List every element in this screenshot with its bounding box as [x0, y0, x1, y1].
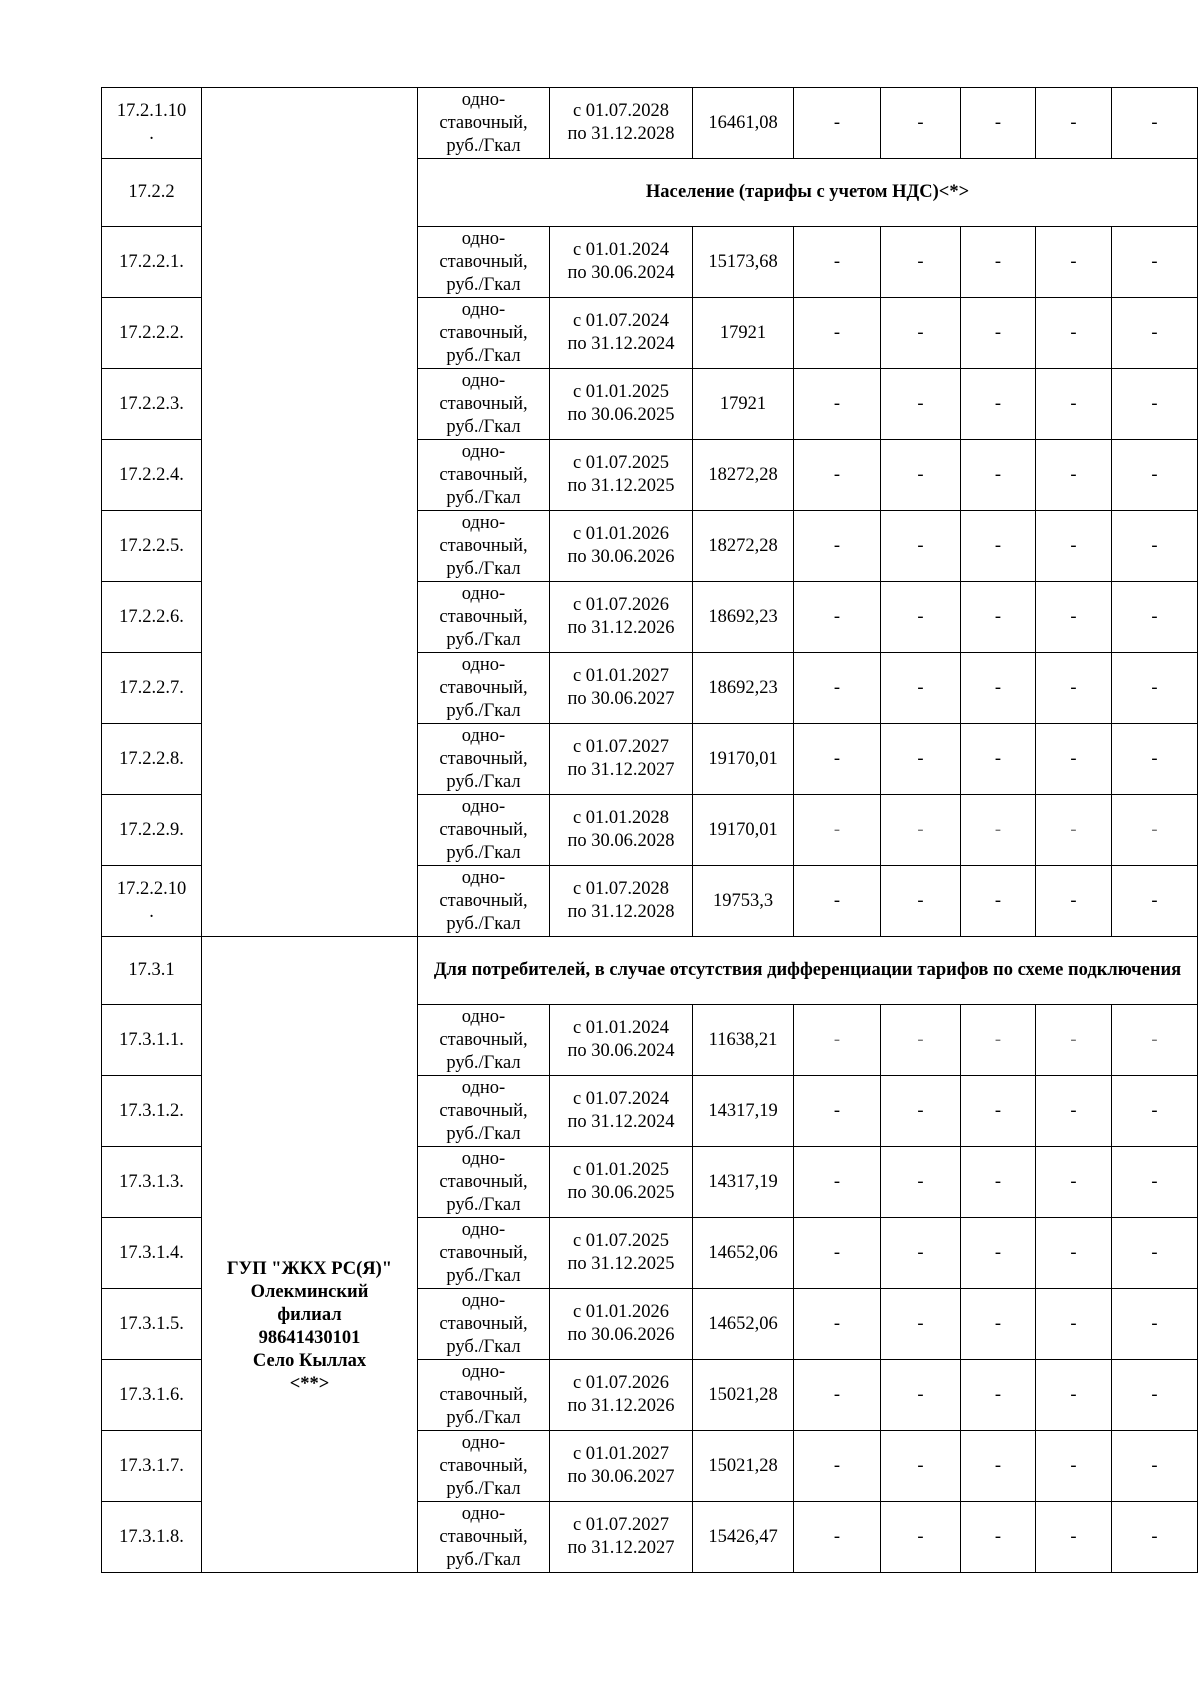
empty-value: -	[1112, 227, 1198, 298]
empty-value: -	[794, 369, 881, 440]
rate-period: с 01.07.2026 по 31.12.2026	[550, 1360, 693, 1431]
row-code: 17.2.2.4.	[102, 440, 202, 511]
rate-unit: одно- ставочный, руб./Гкал	[418, 1431, 550, 1502]
rate-period: с 01.07.2027 по 31.12.2027	[550, 724, 693, 795]
rate-unit: одно- ставочный, руб./Гкал	[418, 866, 550, 937]
empty-value: -	[961, 795, 1036, 866]
rate-unit: одно- ставочный, руб./Гкал	[418, 1360, 550, 1431]
empty-value: -	[1036, 724, 1112, 795]
empty-value: -	[794, 1289, 881, 1360]
empty-value: -	[961, 1218, 1036, 1289]
tariff-value: 19753,3	[693, 866, 794, 937]
rate-unit: одно- ставочный, руб./Гкал	[418, 1502, 550, 1573]
rate-unit: одно- ставочный, руб./Гкал	[418, 1147, 550, 1218]
empty-value: -	[1112, 1360, 1198, 1431]
empty-value: -	[961, 1360, 1036, 1431]
tariff-value: 14652,06	[693, 1218, 794, 1289]
empty-value: -	[1112, 795, 1198, 866]
empty-value: -	[961, 1147, 1036, 1218]
empty-value: -	[794, 1502, 881, 1573]
rate-period: с 01.01.2025 по 30.06.2025	[550, 1147, 693, 1218]
rate-unit: одно- ставочный, руб./Гкал	[418, 795, 550, 866]
row-code: 17.2.2.3.	[102, 369, 202, 440]
section-row	[102, 937, 1198, 1005]
empty-value: -	[881, 1289, 961, 1360]
empty-value: -	[961, 227, 1036, 298]
empty-value: -	[1112, 298, 1198, 369]
empty-value: -	[881, 1502, 961, 1573]
empty-value: -	[1112, 511, 1198, 582]
empty-value: -	[961, 653, 1036, 724]
row-code: 17.3.1.5.	[102, 1289, 202, 1360]
empty-value: -	[881, 1431, 961, 1502]
empty-value: -	[1112, 1289, 1198, 1360]
empty-value: -	[1036, 653, 1112, 724]
empty-value: -	[794, 724, 881, 795]
empty-value: -	[794, 511, 881, 582]
row-code: 17.3.1.4.	[102, 1218, 202, 1289]
tariff-value: 17921	[693, 298, 794, 369]
tariff-value: 14652,06	[693, 1289, 794, 1360]
empty-value: -	[881, 369, 961, 440]
empty-value: -	[1112, 1431, 1198, 1502]
empty-value: -	[1112, 653, 1198, 724]
empty-value: -	[881, 724, 961, 795]
rate-unit: одно- ставочный, руб./Гкал	[418, 369, 550, 440]
empty-value: -	[794, 298, 881, 369]
empty-value: -	[961, 298, 1036, 369]
rate-period: с 01.01.2026 по 30.06.2026	[550, 511, 693, 582]
empty-value: -	[961, 866, 1036, 937]
empty-value: -	[881, 511, 961, 582]
empty-value: -	[881, 1218, 961, 1289]
tariff-value: 14317,19	[693, 1076, 794, 1147]
empty-value: -	[881, 88, 961, 159]
row-code: 17.3.1.3.	[102, 1147, 202, 1218]
rate-period: с 01.07.2025 по 31.12.2025	[550, 440, 693, 511]
rate-period: с 01.07.2025 по 31.12.2025	[550, 1218, 693, 1289]
row-code: 17.3.1.8.	[102, 1502, 202, 1573]
tariff-value: 19170,01	[693, 795, 794, 866]
empty-value: -	[881, 1076, 961, 1147]
empty-value: -	[1036, 866, 1112, 937]
rate-period: с 01.01.2027 по 30.06.2027	[550, 1431, 693, 1502]
rate-period: с 01.07.2027 по 31.12.2027	[550, 1502, 693, 1573]
empty-value: -	[881, 795, 961, 866]
rate-period: с 01.07.2024 по 31.12.2024	[550, 298, 693, 369]
empty-value: -	[1036, 1431, 1112, 1502]
tariff-value: 18692,23	[693, 582, 794, 653]
tariff-table-body	[102, 88, 1198, 1573]
empty-value: -	[794, 653, 881, 724]
tariff-value: 15021,28	[693, 1431, 794, 1502]
empty-value: -	[794, 88, 881, 159]
empty-value: -	[794, 1005, 881, 1076]
tariff-value: 14317,19	[693, 1147, 794, 1218]
rate-unit: одно- ставочный, руб./Гкал	[418, 88, 550, 159]
empty-value: -	[881, 653, 961, 724]
tariff-value: 18692,23	[693, 653, 794, 724]
row-code: 17.3.1.6.	[102, 1360, 202, 1431]
rate-unit: одно- ставочный, руб./Гкал	[418, 1218, 550, 1289]
empty-value: -	[1112, 369, 1198, 440]
empty-value: -	[961, 1431, 1036, 1502]
empty-value: -	[961, 582, 1036, 653]
rate-unit: одно- ставочный, руб./Гкал	[418, 653, 550, 724]
empty-value: -	[881, 440, 961, 511]
empty-value: -	[1036, 440, 1112, 511]
empty-value: -	[881, 582, 961, 653]
empty-value: -	[1112, 1076, 1198, 1147]
tariff-value: 18272,28	[693, 440, 794, 511]
row-code: 17.2.2.8.	[102, 724, 202, 795]
rate-unit: одно- ставочный, руб./Гкал	[418, 1076, 550, 1147]
rate-unit: одно- ставочный, руб./Гкал	[418, 227, 550, 298]
empty-value: -	[1112, 440, 1198, 511]
empty-value: -	[794, 1076, 881, 1147]
rate-period: с 01.07.2024 по 31.12.2024	[550, 1076, 693, 1147]
empty-value: -	[794, 1147, 881, 1218]
row-code: 17.3.1.2.	[102, 1076, 202, 1147]
empty-value: -	[1036, 88, 1112, 159]
empty-value: -	[1112, 1005, 1198, 1076]
empty-value: -	[1036, 1147, 1112, 1218]
empty-value: -	[1036, 298, 1112, 369]
rate-period: с 01.01.2024 по 30.06.2024	[550, 227, 693, 298]
section-code: 17.3.1	[102, 937, 202, 1005]
empty-value: -	[794, 795, 881, 866]
section-title: Для потребителей, в случае отсутствия дифференциации тарифов по схеме подключения	[418, 937, 1198, 1005]
empty-value: -	[1036, 511, 1112, 582]
rate-period: с 01.07.2026 по 31.12.2026	[550, 582, 693, 653]
empty-value: -	[881, 298, 961, 369]
rate-period: с 01.07.2028 по 31.12.2028	[550, 866, 693, 937]
empty-value: -	[794, 866, 881, 937]
row-code: 17.2.2.2.	[102, 298, 202, 369]
empty-value: -	[1036, 1218, 1112, 1289]
rate-period: с 01.07.2028 по 31.12.2028	[550, 88, 693, 159]
empty-value: -	[1036, 1289, 1112, 1360]
tariff-value: 11638,21	[693, 1005, 794, 1076]
tariff-value: 18272,28	[693, 511, 794, 582]
empty-value: -	[881, 1005, 961, 1076]
empty-value: -	[881, 1147, 961, 1218]
rate-period: с 01.01.2026 по 30.06.2026	[550, 1289, 693, 1360]
rate-period: с 01.01.2027 по 30.06.2027	[550, 653, 693, 724]
table-row	[102, 88, 1198, 159]
empty-value: -	[961, 88, 1036, 159]
empty-value: -	[881, 866, 961, 937]
organization-name: ГУП "ЖКХ РС(Я)" Олекминский филиал 98641430101 Село Кыллах <**>	[202, 937, 418, 1573]
section-title: Население (тарифы с учетом НДС)<*>	[418, 159, 1198, 227]
empty-value: -	[1036, 1502, 1112, 1573]
empty-value: -	[961, 1076, 1036, 1147]
empty-value: -	[961, 511, 1036, 582]
row-code: 17.2.2.1.	[102, 227, 202, 298]
empty-value: -	[794, 440, 881, 511]
row-code: 17.2.2.10 .	[102, 866, 202, 937]
empty-value: -	[1036, 227, 1112, 298]
tariff-table	[101, 87, 1198, 1573]
rate-unit: одно- ставочный, руб./Гкал	[418, 582, 550, 653]
empty-value: -	[961, 369, 1036, 440]
row-code: 17.3.1.7.	[102, 1431, 202, 1502]
empty-value: -	[1112, 866, 1198, 937]
empty-value: -	[961, 440, 1036, 511]
section-code: 17.2.2	[102, 159, 202, 227]
empty-value: -	[1036, 1076, 1112, 1147]
rate-unit: одно- ставочный, руб./Гкал	[418, 511, 550, 582]
empty-value: -	[961, 1005, 1036, 1076]
empty-value: -	[1036, 1005, 1112, 1076]
tariff-value: 15426,47	[693, 1502, 794, 1573]
empty-value: -	[1112, 88, 1198, 159]
empty-value: -	[794, 227, 881, 298]
empty-value: -	[794, 1360, 881, 1431]
tariff-value: 15021,28	[693, 1360, 794, 1431]
empty-value: -	[1036, 369, 1112, 440]
empty-value: -	[794, 1431, 881, 1502]
empty-value: -	[1112, 582, 1198, 653]
row-code: 17.2.1.10 .	[102, 88, 202, 159]
empty-value: -	[961, 1289, 1036, 1360]
rate-period: с 01.01.2028 по 30.06.2028	[550, 795, 693, 866]
rate-period: с 01.01.2024 по 30.06.2024	[550, 1005, 693, 1076]
row-code: 17.2.2.5.	[102, 511, 202, 582]
tariff-value: 15173,68	[693, 227, 794, 298]
rate-period: с 01.01.2025 по 30.06.2025	[550, 369, 693, 440]
empty-value: -	[1036, 582, 1112, 653]
empty-value: -	[881, 1360, 961, 1431]
rate-unit: одно- ставочный, руб./Гкал	[418, 1005, 550, 1076]
empty-value: -	[794, 1218, 881, 1289]
empty-value: -	[1036, 1360, 1112, 1431]
empty-value: -	[1112, 1147, 1198, 1218]
rate-unit: одно- ставочный, руб./Гкал	[418, 1289, 550, 1360]
row-code: 17.2.2.6.	[102, 582, 202, 653]
empty-value: -	[961, 724, 1036, 795]
empty-value: -	[961, 1502, 1036, 1573]
empty-value: -	[1112, 1502, 1198, 1573]
rate-unit: одно- ставочный, руб./Гкал	[418, 440, 550, 511]
empty-value: -	[794, 582, 881, 653]
org-cell-blank	[202, 88, 418, 937]
row-code: 17.3.1.1.	[102, 1005, 202, 1076]
row-code: 17.2.2.9.	[102, 795, 202, 866]
row-code: 17.2.2.7.	[102, 653, 202, 724]
tariff-value: 17921	[693, 369, 794, 440]
empty-value: -	[1112, 724, 1198, 795]
rate-unit: одно- ставочный, руб./Гкал	[418, 298, 550, 369]
empty-value: -	[1112, 1218, 1198, 1289]
empty-value: -	[881, 227, 961, 298]
rate-unit: одно- ставочный, руб./Гкал	[418, 724, 550, 795]
tariff-value: 19170,01	[693, 724, 794, 795]
empty-value: -	[1036, 795, 1112, 866]
tariff-value: 16461,08	[693, 88, 794, 159]
